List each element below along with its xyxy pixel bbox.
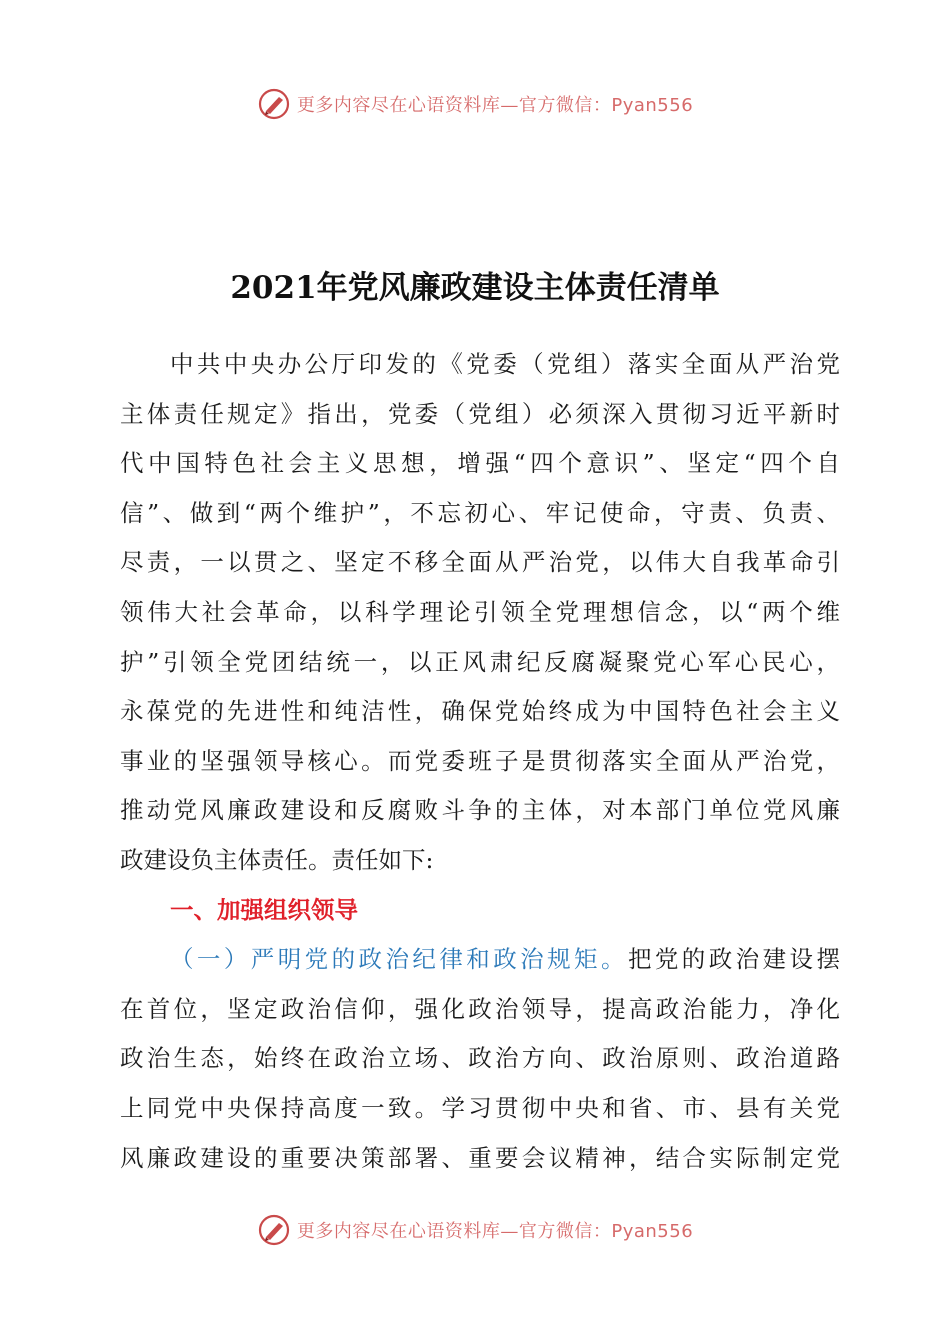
intro-line: 推动党风廉政建设和反腐败斗争的主体，对本部门单位党风廉 — [120, 796, 840, 825]
intro-line: 事业的坚强领导核心。而党委班子是贯彻落实全面从严治党， — [120, 746, 840, 775]
subsection-text: 把党的政治建设摆 — [627, 945, 840, 974]
watermark-footer — [0, 1210, 950, 1250]
subsection-line: 在首位，坚定政治信仰，强化政治领导，提高政治能力，净化 — [120, 994, 840, 1023]
pen-logo-icon — [257, 87, 291, 121]
watermark-text: 更多内容尽在心语资料库—官方微信：Pyan556 — [296, 95, 694, 116]
intro-line: 尽责，一以贯之、坚定不移全面从严治党，以伟大自我革命引 — [120, 548, 840, 577]
intro-line: 代中国特色社会主义思想，增强“四个意识”、坚定“四个自 — [120, 449, 840, 478]
document-body — [120, 340, 840, 1183]
subsection-line: 政治生态，始终在政治立场、政治方向、政治原则、政治道路 — [120, 1044, 840, 1073]
pen-logo-icon — [257, 1213, 291, 1247]
subsection-first-line — [120, 935, 840, 985]
section-heading: 一、加强组织领导 — [170, 895, 358, 924]
intro-line: 中共中央办公厅印发的《党委（党组）落实全面从严治党 — [170, 350, 840, 378]
intro-line: 信”、做到“两个维护”，不忘初心、牢记使命，守责、负责、 — [120, 498, 840, 527]
watermark-header — [0, 84, 950, 124]
subsection-heading: （一）严明党的政治纪律和政治规矩。 — [170, 945, 628, 974]
watermark-text: 更多内容尽在心语资料库—官方微信：Pyan556 — [296, 1221, 694, 1242]
subsection-line: 上同党中央保持高度一致。学习贯彻中央和省、市、县有关党 — [120, 1093, 840, 1122]
intro-line: 主体责任规定》指出，党委（党组）必须深入贯彻习近平新时 — [120, 399, 840, 428]
subsection-line: 风廉政建设的重要决策部署、重要会议精神，结合实际制定党 — [120, 1143, 840, 1172]
intro-line: 领伟大社会革命，以科学理论引领全党理想信念，以“两个维 — [120, 597, 840, 626]
document-title: 2021年党风廉政建设主体责任清单 — [230, 270, 720, 306]
intro-line: 永葆党的先进性和纯洁性，确保党始终成为中国特色社会主义 — [120, 697, 840, 726]
intro-line: 护”引领全党团结统一，以正风肃纪反腐凝聚党心军心民心， — [120, 647, 840, 676]
intro-line: 政建设负主体责任。责任如下: — [120, 845, 434, 874]
